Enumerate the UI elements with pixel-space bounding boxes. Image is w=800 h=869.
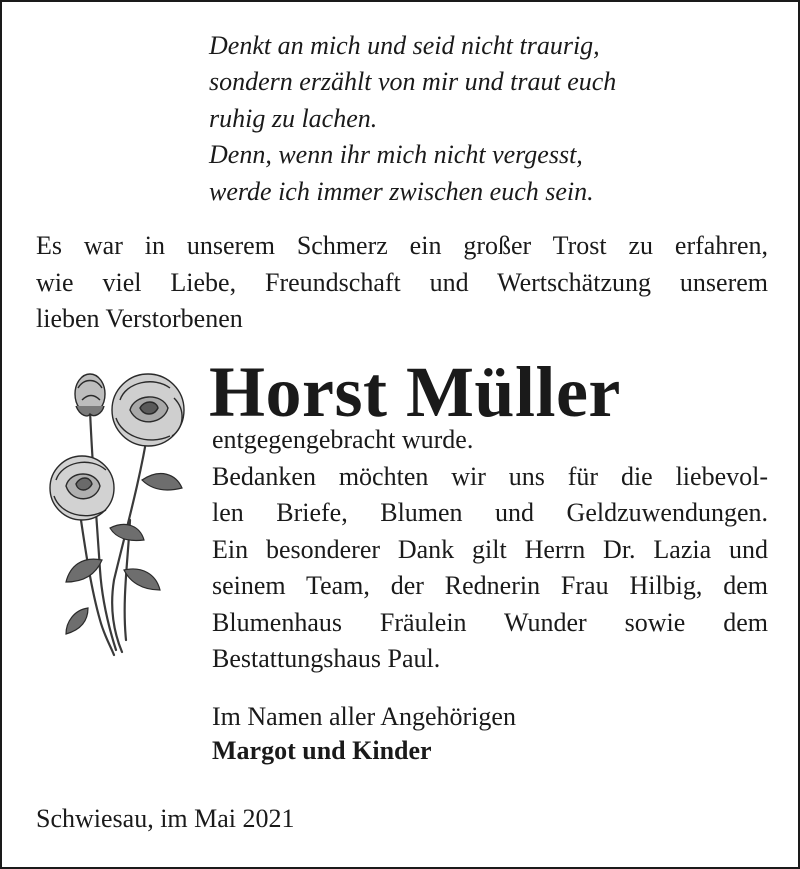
body-line: Bestattungshaus Paul. — [212, 644, 441, 673]
signature-block — [212, 700, 768, 768]
poem-line: Denkt an mich und seid nicht traurig, — [209, 31, 600, 60]
poem-line: Denn, wenn ihr mich nicht vergesst, — [209, 140, 583, 170]
body-line: len Briefe, Blumen und Geldzuwendungen. — [212, 498, 768, 527]
signature-signer: Margot und Kinder — [212, 736, 432, 765]
deceased-name: Horst Müller — [209, 352, 621, 432]
signature-greeting: Im Namen aller Angehörigen — [212, 702, 516, 731]
intro-line: wie viel Liebe, Freundschaft und Wertschätzung unserem — [36, 267, 768, 297]
place-date: Schwiesau, im Mai 2021 — [36, 804, 295, 833]
poem-line: sondern erzählt von mir und traut euch — [209, 67, 617, 97]
intro-line: lieben Verstorbenen — [36, 304, 243, 333]
body-line: Blumenhaus Fräulein Wunder sowie dem — [212, 607, 768, 637]
poem-line: werde ich immer zwischen euch sein. — [209, 176, 594, 206]
poem-line: ruhig zu lachen. — [209, 103, 378, 133]
roses-bouquet-icon — [30, 370, 200, 660]
intro-line: Es war in unserem Schmerz ein großer Trost zu erfahren, — [36, 231, 768, 260]
memorial-poem — [209, 28, 789, 210]
body-line: Bedanken möchten wir uns für die liebevol- — [212, 461, 768, 491]
body-line: entgegengebracht wurde. — [212, 425, 474, 454]
thanks-paragraph — [212, 422, 768, 678]
intro-paragraph — [36, 228, 768, 338]
body-line: Ein besonderer Dank gilt Herrn Dr. Lazia und — [212, 534, 768, 564]
body-line: seinem Team, der Rednerin Frau Hilbig, dem — [212, 571, 768, 600]
